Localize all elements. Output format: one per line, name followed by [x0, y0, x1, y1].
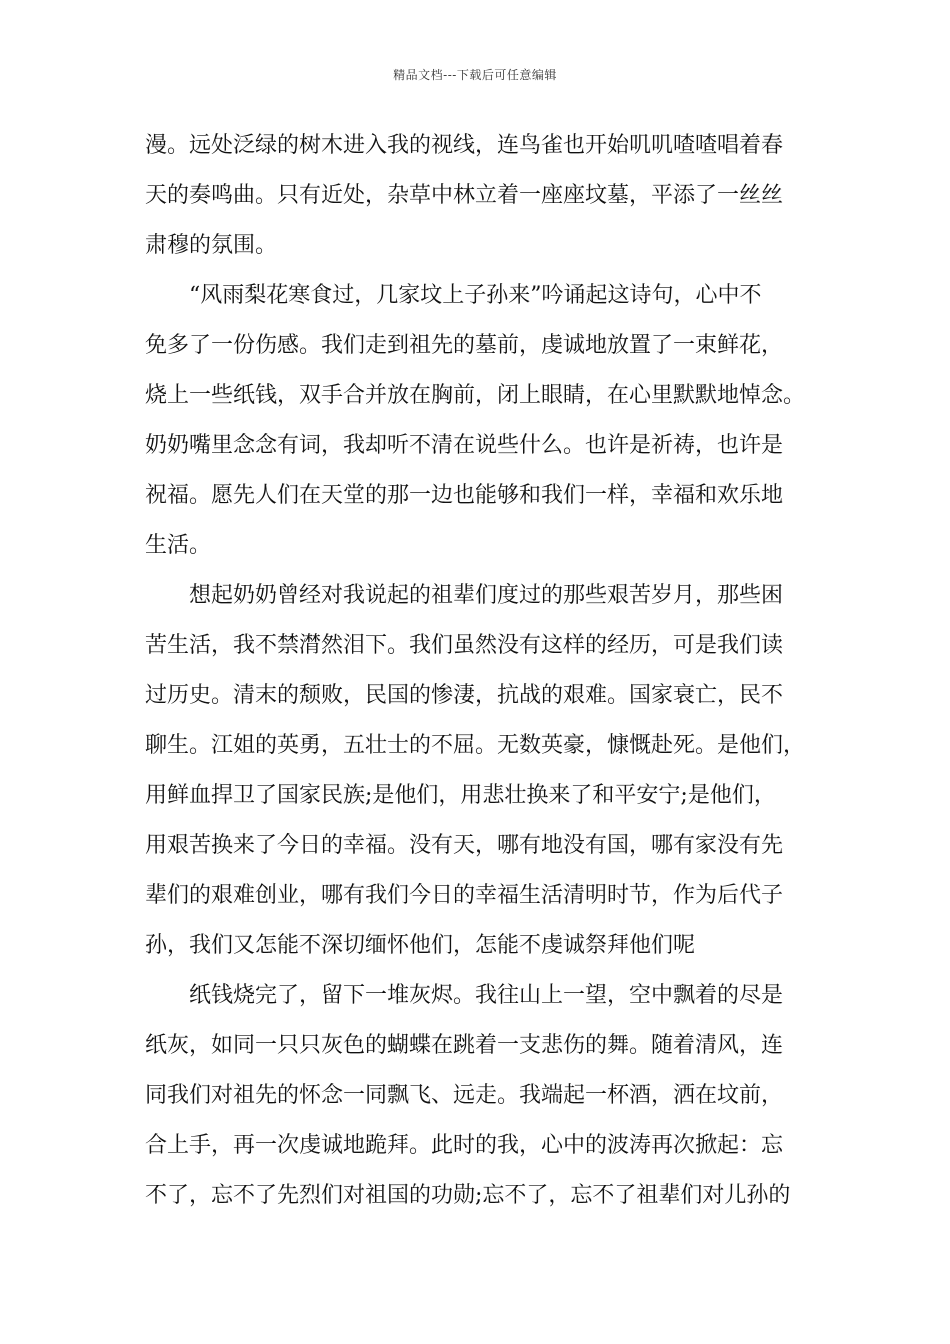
- paragraph-first-line: 想起奶奶曾经对我说起的祖辈们度过的那些艰苦岁月，那些困: [189, 583, 784, 608]
- text-line: 奶奶嘴里念念有词，我却听不清在说些什么。也许是祈祷，也许是: [145, 433, 784, 458]
- page-header: 精品文档---下载后可任意编辑: [393, 68, 557, 82]
- text-line: 过历史。清末的颓败，民国的惨淒，抗战的艰难。国家衰亡，民不: [145, 683, 784, 708]
- text-line: 同我们对祖先的怀念一同飘飞、远走。我端起一杯酒，洒在坟前，: [145, 1083, 784, 1108]
- text-line: 聊生。江姐的英勇，五壮士的不屈。无数英豪，慷慨赴死。是他们，: [145, 733, 806, 758]
- text-line: 肃穆的氛围。: [145, 233, 278, 258]
- text-line: 合上手，再一次虔诚地跪拜。此时的我，心中的波涛再次掀起：忘: [145, 1133, 784, 1158]
- text-line: 烧上一些纸钱，双手合并放在胸前，闭上眼睛，在心里默默地悼念。: [145, 383, 806, 408]
- text-line: 不了，忘不了先烈们对祖国的功勋;忘不了，忘不了祖辈们对儿孙的: [145, 1183, 791, 1208]
- body-text: [145, 121, 825, 1221]
- text-line: 生活。: [145, 533, 212, 558]
- text-line: 辈们的艰难创业，哪有我们今日的幸福生活清明时节，作为后代子: [145, 883, 784, 908]
- text-line: 漫。远处泛绿的树木进入我的视线，连鸟雀也开始叽叽喳喳唱着春: [145, 133, 784, 158]
- paragraph-first-line: 纸钱烧完了，留下一堆灰烬。我往山上一望，空中飘着的尽是: [189, 983, 784, 1008]
- text-line: 纸灰，如同一只只灰色的蝴蝶在跳着一支悲伤的舞。随着清风，连: [145, 1033, 784, 1058]
- text-line: 天的奏鸣曲。只有近处，杂草中林立着一座座坟墓，平添了一丝丝: [145, 183, 784, 208]
- text-line: 孙，我们又怎能不深切缅怀他们，怎能不虔诚祭拜他们呢: [145, 933, 696, 958]
- text-line: 祝福。愿先人们在天堂的那一边也能够和我们一样，幸福和欢乐地: [145, 483, 784, 508]
- text-line: 用艰苦换来了今日的幸福。没有天，哪有地没有国，哪有家没有先: [145, 833, 784, 858]
- text-line: 苦生活，我不禁潸然泪下。我们虽然没有这样的经历，可是我们读: [145, 633, 784, 658]
- paragraph-first-line: “风雨梨花寒食过，几家坟上子孙来”吟诵起这诗句，心中不: [189, 283, 762, 308]
- text-line: 用鲜血捍卫了国家民族;是他们，用悲壮换来了和平安宁;是他们，: [145, 783, 776, 808]
- text-line: 免多了一份伤感。我们走到祖先的墓前，虔诚地放置了一束鲜花，: [145, 333, 784, 358]
